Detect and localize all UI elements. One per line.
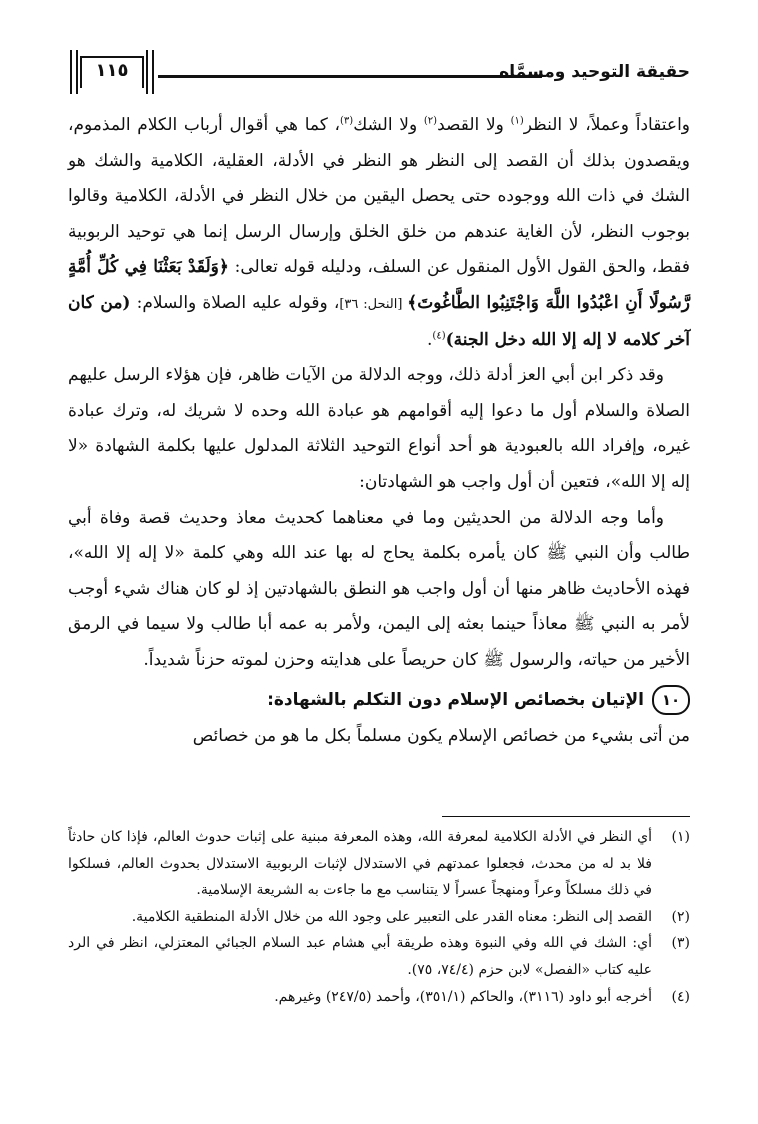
page-number-box bbox=[68, 50, 154, 88]
paragraph-1 bbox=[68, 108, 690, 358]
section-title: الإتيان بخصائص الإسلام دون التكلم بالشهادة: bbox=[267, 689, 644, 710]
page-box-right-bar bbox=[146, 50, 154, 94]
p1-text-3: ولا الشك bbox=[353, 115, 424, 135]
footnote-separator bbox=[442, 816, 690, 817]
hadith-quote: (من كان آخر كلامه لا إله إلا الله دخل الجنة) bbox=[68, 292, 690, 350]
paragraph-2: وقد ذكر ابن أبي العز أدلة ذلك، ووجه الدلالة من الآيات ظاهر، فإن هؤلاء الرسل عليهم الصلاة والسلام أول ما دعوا إليه أقوامهم هو عبادة الله وحده لا شريك له، وترك عبادة غيره، وإفراد الله بالعبودية هو أحد أنواع التوحيد الثلاثة المدلول عليها بكلمة الشهادة «لا إله إلا الله»، فتعين أن أول واجب هو الشهادتان: bbox=[68, 365, 690, 492]
p1-text-4: ، كما هي أقوال أرباب الكلام المذموم، ويقصدون بذلك أن القصد إلى النظر هو النظر في الأدلة، العقلية، الكلامية والشك هو الشك في ذات الله ووجوده حتى يحصل اليقين من خلال النظر في الأدلة، الكلامية وقالوا بوجوب النظر، لأن الغاية عندهم من خلق الخلق وإرسال الرسل إنما هي توحيد الربوبية فقط، والحق القول الأول المنقول عن السلف، ودليله قوله تعالى: bbox=[68, 115, 690, 278]
footnote-number: (٤) bbox=[671, 988, 690, 1005]
running-title: حقيقة التوحيد ومسمَّاه bbox=[499, 62, 690, 82]
page-box-left-bar bbox=[70, 50, 78, 94]
quran-verse: ﴿وَلَقَدْ بَعَثْنَا فِي كُلِّ أُمَّةٍ رَّسُولًا أَنِ اعْبُدُوا اللَّهَ وَاجْتَنِبُوا الطَّاغُوتَ﴾ bbox=[68, 257, 691, 313]
section-heading bbox=[68, 683, 690, 717]
footnote-3 bbox=[68, 930, 690, 983]
page-header bbox=[68, 46, 690, 94]
footnote-number: (٣) bbox=[671, 935, 690, 952]
footnote-ref-3[interactable]: (٣) bbox=[340, 115, 354, 127]
footnote-1 bbox=[68, 824, 690, 904]
footnote-ref-2[interactable]: (٢) bbox=[423, 115, 438, 127]
main-text bbox=[68, 108, 690, 754]
footnote-2 bbox=[68, 904, 690, 931]
p1-text-6: . bbox=[427, 329, 433, 350]
p1-text-1: واعتقاداً وعملاً، لا النظر bbox=[523, 115, 690, 135]
footnote-4 bbox=[68, 984, 690, 1011]
section-number-badge: ١٠ bbox=[652, 685, 690, 715]
footnote-text: أي: الشك في الله وفي النبوة وهذه طريقة أبي هشام عبد السلام الجبائي المعتزلي، انظر في الرد عليه كتاب «الفصل» لابن حزم (٧٤/٤، ٧٥). bbox=[68, 935, 652, 978]
footnote-ref-4[interactable]: (٤) bbox=[432, 329, 446, 341]
p1-text-5: ، وقوله عليه الصلاة والسلام: bbox=[130, 292, 340, 313]
verse-reference: [النحل: ٣٦] bbox=[339, 296, 408, 312]
paragraph-3: وأما وجه الدلالة من الحديثين وما في معناهما كحديث معاذ وحديث قصة وفاة أبي طالب وأن النبي ﷺ كان يأمره بكلمة يحاج له بها عند الله وهي كلمة «لا إله إلا الله»، فهذه الأحاديث ظاهر منها أن أول واجب هو النطق بالشهادتين إذ لو كان هناك شيء أوجب لأمر به النبي ﷺ معاذاً حينما بعثه إلى اليمن، ولأمر به عمه أبا طالب ولا سيما في الرمق الأخير من حياته، والرسول ﷺ كان حريصاً على هدايته وحزن لموته حزناً شديداً. bbox=[68, 507, 690, 670]
footnote-text: أخرجه أبو داود (٣١١٦)، والحاكم (٣٥١/١)، وأحمد (٢٤٧/٥) وغيرهم. bbox=[274, 988, 652, 1005]
paragraph-4: من أتى بشيء من خصائص الإسلام يكون مسلماً بكل ما هو من خصائص bbox=[192, 725, 690, 746]
header-rule bbox=[158, 75, 542, 78]
p1-text-2: ولا القصد bbox=[437, 115, 511, 135]
footnote-text: القصد إلى النظر: معناه القدر على التعبير على وجود الله من خلال الأدلة المنطقية الكلامية. bbox=[131, 908, 652, 925]
footnote-number: (١) bbox=[671, 829, 690, 845]
footnote-ref-1[interactable]: (١) bbox=[510, 115, 524, 127]
page-number: ١١٥ bbox=[95, 60, 129, 81]
footnotes bbox=[68, 824, 690, 1010]
footnote-text: أي النظر في الأدلة الكلامية لمعرفة الله، وهذه المعرفة مبنية على إثبات حدوث العالم، فإذا كان حادثاً فلا بد له من محدث، فجعلوا عمدتهم في الاستدلال لإثبات الربوبية الاستدلال بحدوث العالم، فسلكوا في ذلك مسلكاً وعراً ومنهجاً عسراً لا يتناسب مع ما جاءت به الشريعة الإسلامية. bbox=[68, 829, 652, 899]
footnote-number: (٢) bbox=[671, 908, 690, 925]
